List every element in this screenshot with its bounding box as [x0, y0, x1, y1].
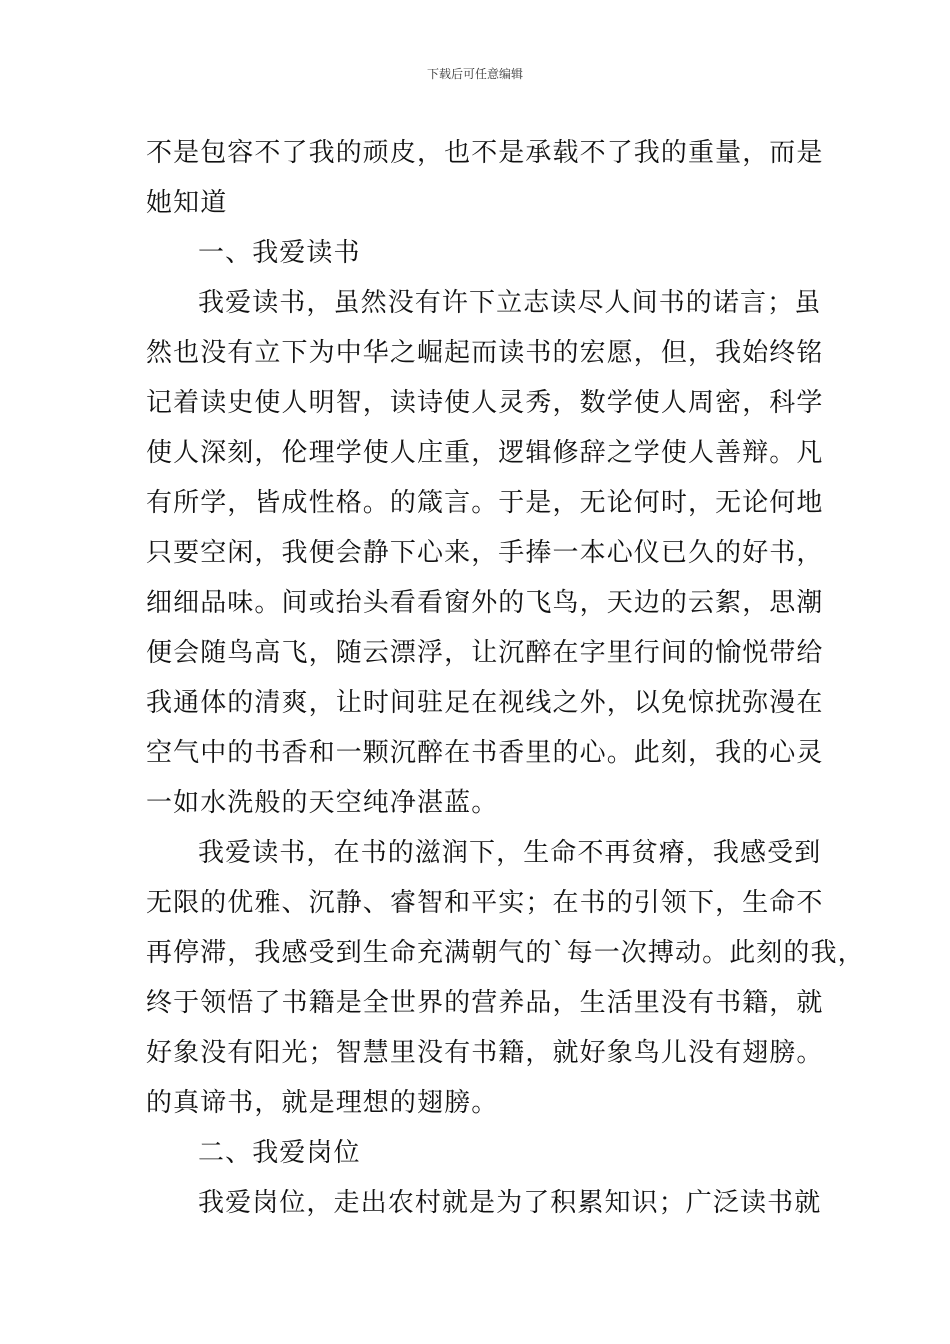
paragraph-start: 我爱读书，虽然没有许下立志读尽人间书的诺言；虽	[198, 288, 822, 318]
text-line: 然也没有立下为中华之崛起而读书的宏愿，但，我始终铭	[146, 338, 824, 368]
text-line: 她知道	[146, 188, 228, 218]
text-line: 一如水洗般的天空纯净湛蓝。	[146, 788, 499, 818]
text-line: 便会随鸟高飞，随云漂浮，让沉醉在字里行间的愉悦带给	[146, 638, 824, 668]
document-body	[146, 128, 865, 1228]
text-line: 记着读史使人明智，读诗使人灵秀，数学使人周密，科学	[146, 388, 824, 418]
text-line: 不是包容不了我的顽皮，也不是承载不了我的重量，而是	[146, 138, 824, 168]
text-line: 无限的优雅、沉静、睿智和平实；在书的引领下，生命不	[146, 888, 824, 918]
section-heading: 一、我爱读书	[198, 238, 361, 268]
paragraph-start: 我爱岗位，走出农村就是为了积累知识；广泛读书就	[198, 1188, 822, 1218]
text-line: 细细品味。间或抬头看看窗外的飞鸟，天边的云絮，思潮	[146, 588, 824, 618]
page-header: 下载后可任意编辑	[426, 67, 523, 81]
text-line: 使人深刻，伦理学使人庄重，逻辑修辞之学使人善辩。凡	[146, 438, 824, 468]
section-heading: 二、我爱岗位	[198, 1138, 361, 1168]
text-line: 空气中的书香和一颗沉醉在书香里的心。此刻，我的心灵	[146, 738, 824, 768]
text-line: 有所学，皆成性格。的箴言。于是，无论何时，无论何地	[146, 488, 824, 518]
text-line: 只要空闲，我便会静下心来，手捧一本心仪已久的好书，	[146, 538, 824, 568]
paragraph-start: 我爱读书，在书的滋润下，生命不再贫瘠，我感受到	[198, 838, 822, 868]
text-line: 终于领悟了书籍是全世界的营养品，生活里没有书籍，就	[146, 988, 824, 1018]
text-line: 的真谛书，就是理想的翅膀。	[146, 1088, 499, 1118]
text-line: 好象没有阳光；智慧里没有书籍，就好象鸟儿没有翅膀。	[146, 1038, 824, 1068]
text-line: 我通体的清爽，让时间驻足在视线之外，以免惊扰弥漫在	[146, 688, 824, 718]
text-line: 再停滞，我感受到生命充满朝气的`每一次搏动。此刻的我，	[146, 938, 865, 968]
